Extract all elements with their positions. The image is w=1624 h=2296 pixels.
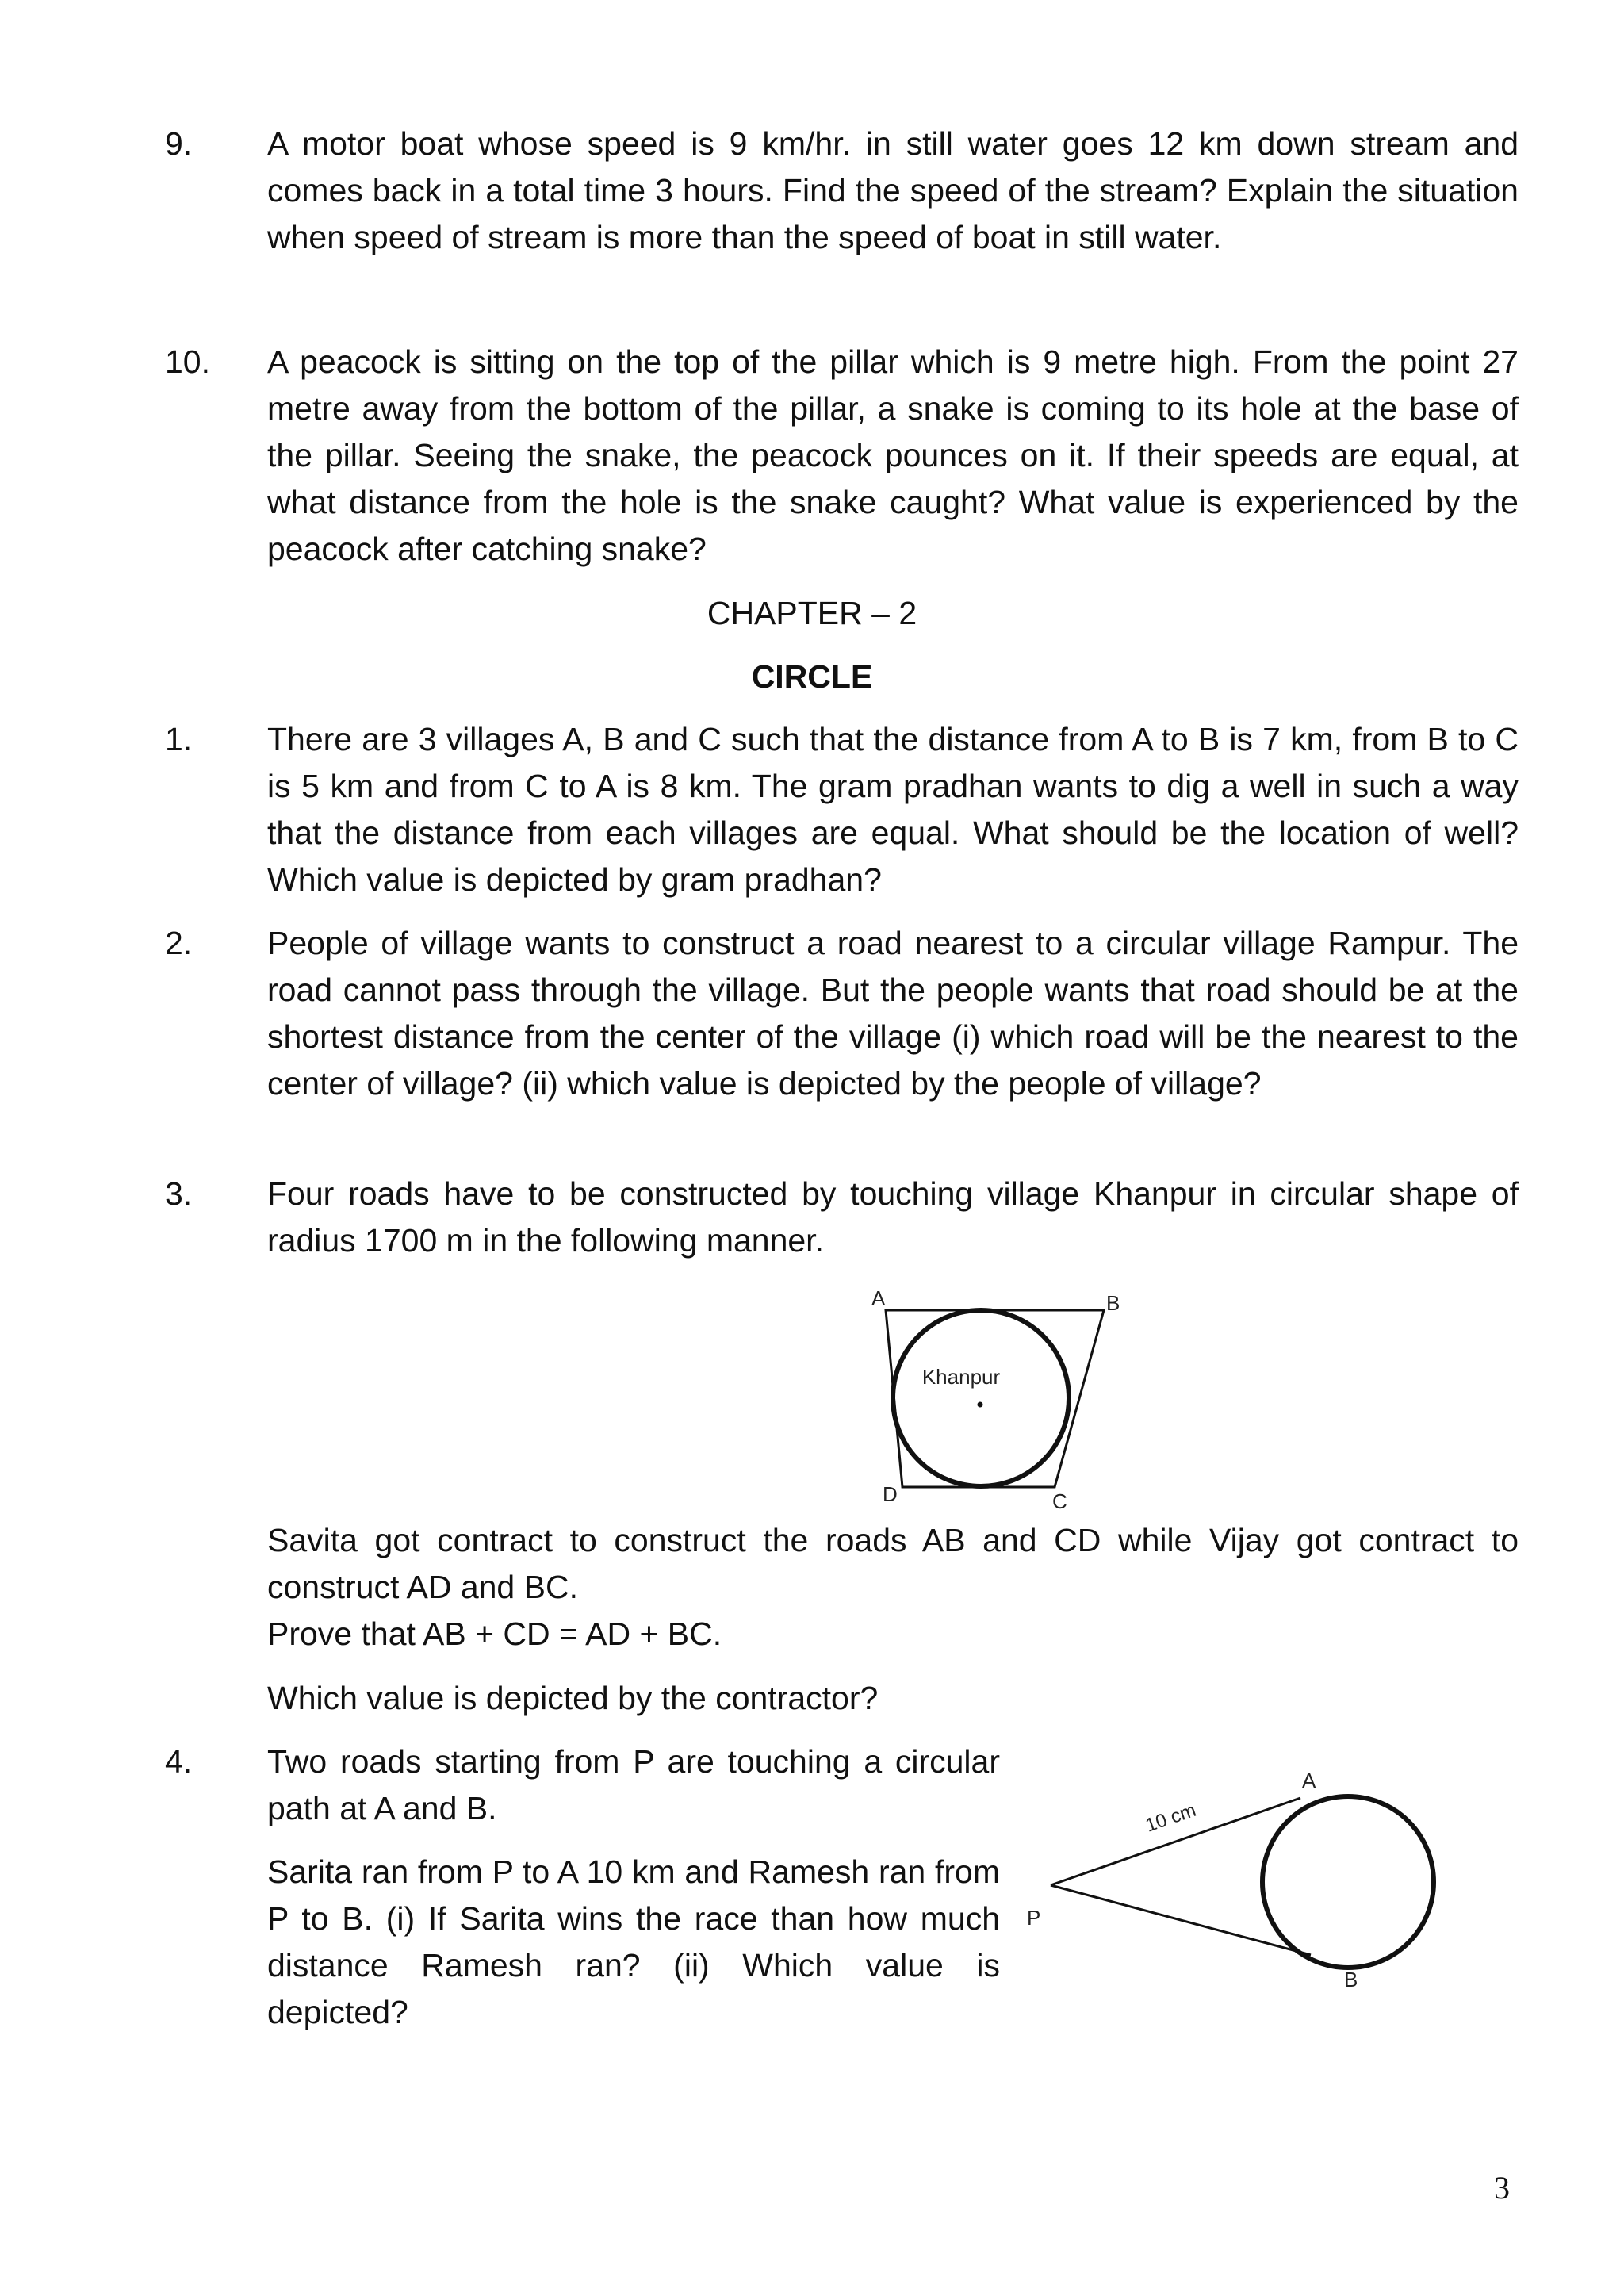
question-number: 3. [165,1175,193,1212]
question-text: People of village wants to construct a road nearest to a circular village Rampur. The road cannot pass through the village. But the people wants that road should be at the shortest distance from the center of the village (i) which road will be the nearest to the center of village? (ii) which value is depicted by the people of village? [267,925,1519,1102]
tangent-figure [1023,1753,1451,1991]
q4-para-1: Two roads starting from P are touching a circular path at A and B. [267,1743,1000,1826]
question-number: 9. [165,125,193,162]
question-text: Four roads have to be constructed by touching village Khanpur in circular shape of radius 1700 m in the following manner. [267,1175,1519,1259]
label-c: C [1052,1489,1067,1513]
question-text: A peacock is sitting on the top of the pillar which is 9 metre high. From the point 27 metre away from the bottom of the pillar, a snake is coming to its hole at the base of the pillar. Seeing the snake, the peacock pounces on it. If their speeds are equal, at what distance from the hole is the snake caught? What value is experienced by the peacock after catching snake? [267,343,1519,567]
question-text: A motor boat whose speed is 9 km/hr. in still water goes 12 km down stream and comes back in a total time 3 hours. Find the speed of the stream? Explain the situation when speed of stream is more than the speed of boat in still water. [267,125,1519,255]
label-d: D [883,1482,898,1506]
question-number: 2. [165,925,193,961]
chapter-heading: CHAPTER – 2 [707,595,917,631]
circular-path [1262,1796,1434,1968]
q4-para-2: Sarita ran from P to A 10 km and Ramesh ran from P to B. (i) If Sarita wins the race than how much distance Ramesh ran? (ii) Which value is depicted? [267,1853,1000,2030]
label-p: P [1027,1906,1041,1930]
label-b: B [1106,1291,1120,1315]
q3-value-text: Which value is depicted by the contractor? [267,1680,879,1716]
khanpur-circle [893,1310,1069,1486]
question-text: There are 3 villages A, B and C such that the distance from A to B is 7 km, from B to C is 5 km and from C to A is 8 km. The gram pradhan wants to dig a well in such a way that the distance from each villages are equal. What should be the location of well? Which value is depicted by gram pradhan? [267,721,1519,898]
label-b: B [1344,1968,1358,1991]
q3-prove-text: Prove that AB + CD = AD + BC. [267,1616,722,1652]
label-khanpur: Khanpur [921,1365,1001,1389]
question-number: 1. [165,721,193,757]
label-length: 10 cm [1143,1799,1199,1837]
khanpur-figure [841,1285,1142,1523]
label-a: A [1302,1769,1316,1792]
page-number: 3 [1494,2170,1510,2206]
question-number: 10. [165,343,210,380]
center-dot [978,1402,983,1408]
chapter-title: CIRCLE [751,658,873,695]
q3-contract-text: Savita got contract to construct the roads AB and CD while Vijay got contract to construct AD and BC. [267,1522,1519,1605]
label-a: A [871,1286,886,1310]
question-number: 4. [165,1743,193,1780]
